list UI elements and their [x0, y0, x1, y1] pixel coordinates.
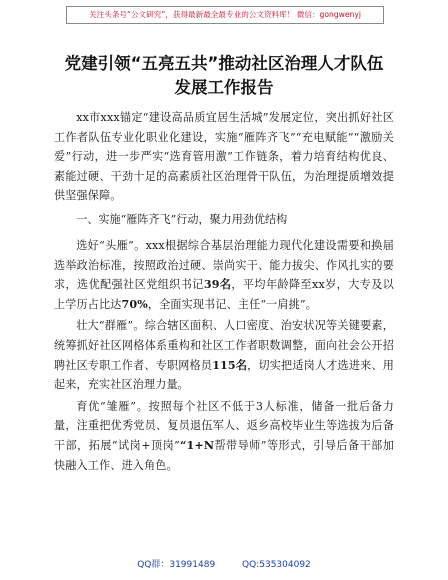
paragraph-text: 选好“头雁”。xxx根据综合基层治理能力现代化建设需要和换届选举政治标准，按照政治过硬、崇尚实干、能力拔尖、作风扎实的要求，选优配强社区党组织书记: [54, 238, 394, 292]
document-title: [54, 52, 394, 100]
paragraph-text: ，切实把适岗人才选进来、用起来，充实社区治理力量。: [54, 358, 394, 392]
highlight-number: 39名: [203, 278, 232, 292]
title-line-1: 党建引领“五亮五共”推动社区治理人才队伍: [64, 54, 384, 73]
highlight-number: “1+N: [179, 438, 215, 452]
footer-qq-number: QQ:535304092: [242, 560, 311, 570]
intro-paragraph: xx市xxx锚定“建设高品质宜居生活城”发展定位，突出抓好社区工作者队伍专业化职业化建设，实施“雁阵齐飞”“充电赋能”“激励关爱”行动，进一步严实“选育管用激”工作链条，着力培育结构优良、素能过硬、干劲十足的高素质社区治理骨干队伍，为治理提质增效提供坚强保障。: [54, 111, 394, 203]
paragraph-text: 壮大“群雁”。综合辖区面积、人口密度、治安状况等关键要素，统筹抓好社区网格体系重构和社区工作者职数调整，面向社会公开招聘社区专职工作者、专职网格员: [54, 319, 394, 372]
paragraph-young-geese: [54, 397, 394, 475]
footer-qq-group: QQ群：31991489: [137, 560, 216, 570]
paragraph-text: 育优“雏雁”。按照每个社区不低于3人标准，储备一批后备力量，注重把优秀党员、复员退伍军人、返乡高校毕业生等选拔为后备干部，拓展“试岗+顶岗”: [54, 399, 394, 452]
paragraph-flock: [54, 316, 394, 394]
header-promo-banner: 关注头条号“公文研究”，获得最新最全最专业的公文资料库！ 微信：gongwenyj: [66, 6, 384, 24]
highlight-number: 115名: [212, 358, 248, 372]
section-heading-1: 一、实施“雁阵齐飞”行动，聚力用劲优结构: [76, 212, 288, 226]
highlight-number: 70%: [121, 297, 148, 311]
paragraph-text: ，平均年龄降至xx岁，大专及以上学历占比达: [54, 278, 395, 311]
paragraph-text: ，全面实现书记、主任“一肩挑”。: [147, 297, 317, 311]
document-page: [54, 44, 394, 477]
paragraph-text: 帮带导师”等形式，引导后备干部加快融入工作、进入角色。: [54, 438, 394, 472]
footer-contact: [0, 557, 448, 570]
paragraph-lead-geese: [54, 236, 394, 314]
title-line-2: 发展工作报告: [174, 78, 274, 97]
